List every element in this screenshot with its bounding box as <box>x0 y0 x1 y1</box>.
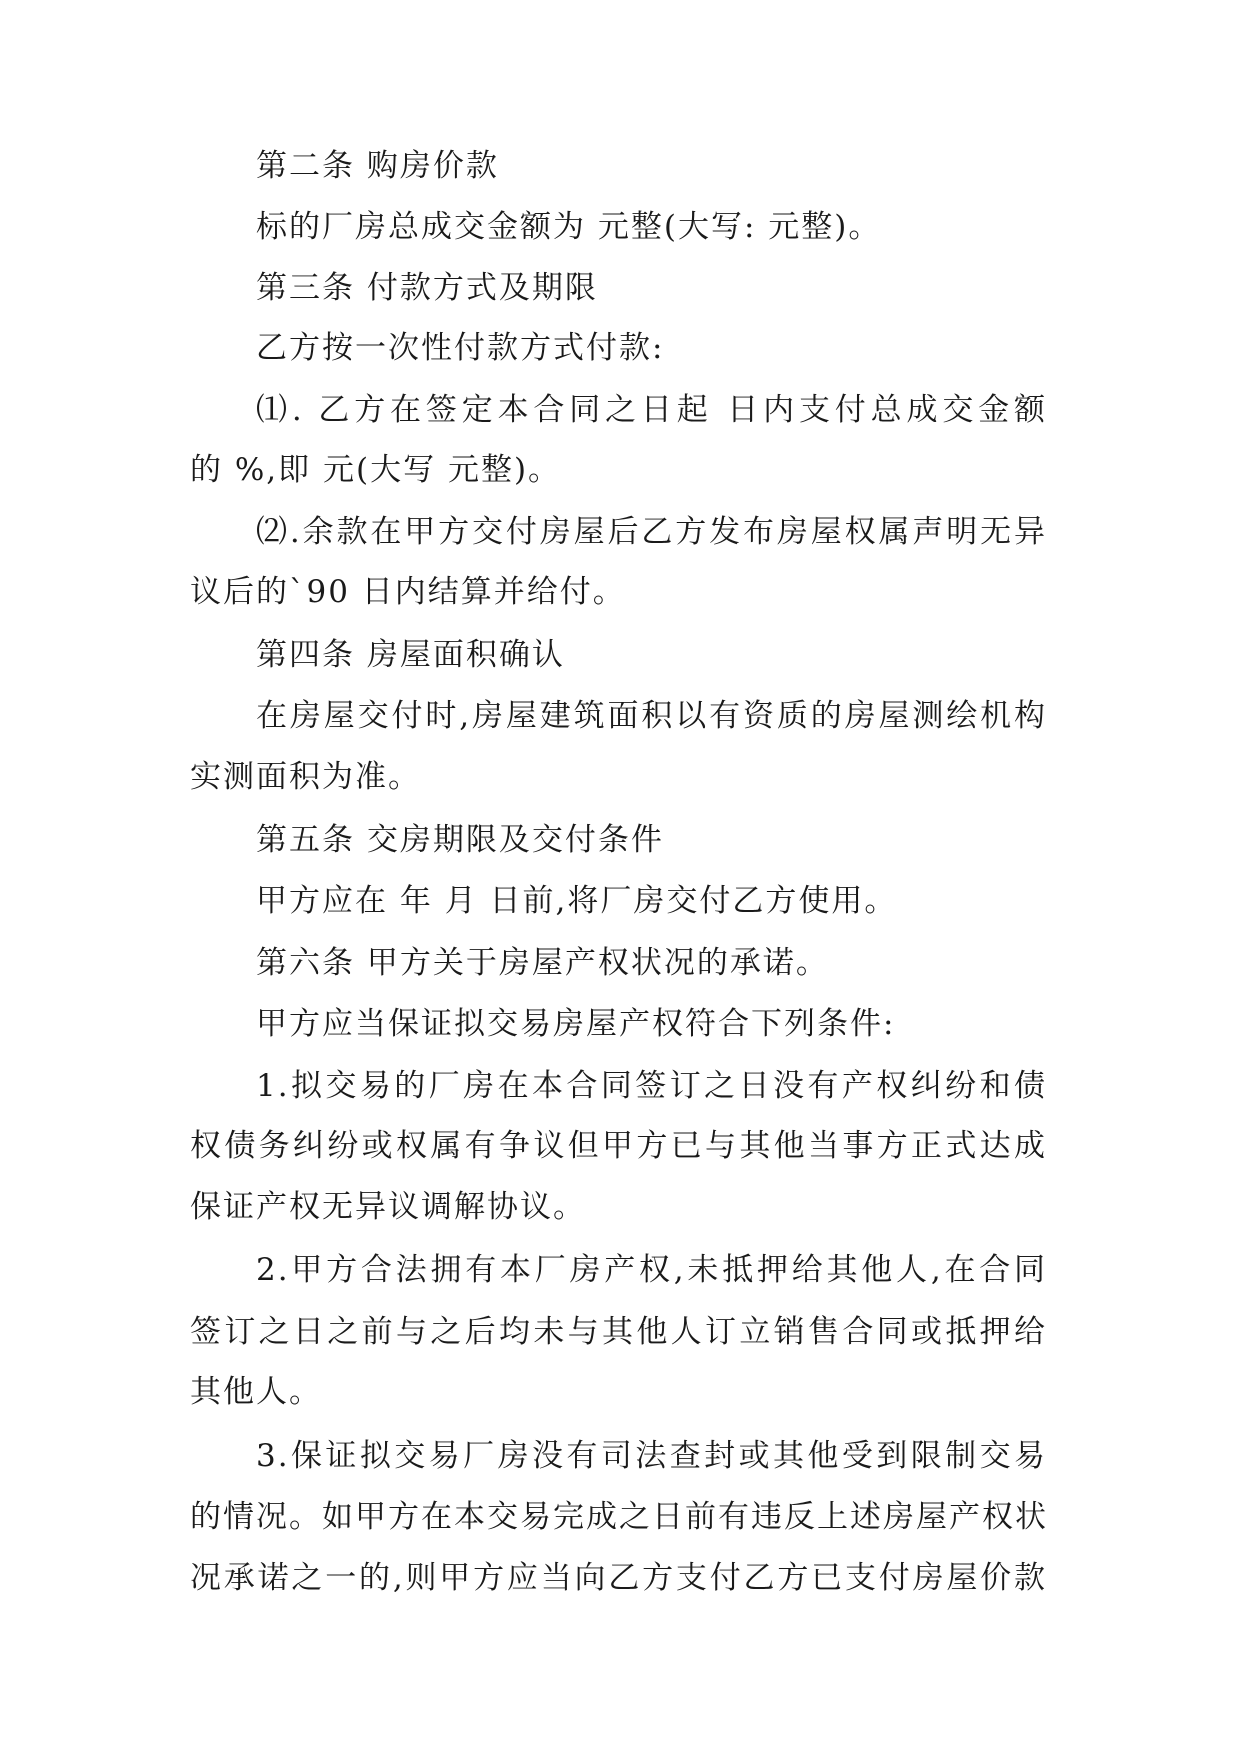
text-line: 第六条 甲方关于房屋产权状况的承诺。 <box>256 945 829 981</box>
text-line: 2.甲方合法拥有本厂房产权,未抵押给其他人,在合同 <box>256 1252 1047 1288</box>
text-line: 权债务纠纷或权属有争议但甲方已与其他当事方正式达成 <box>190 1128 1047 1164</box>
text-line: 议后的`90 日内结算并给付。 <box>190 574 626 610</box>
text-line: ⑵.余款在甲方交付房屋后乙方发布房屋权属声明无异 <box>256 514 1047 550</box>
text-line: 签订之日之前与之后均未与其他人订立销售合同或抵押给 <box>190 1314 1047 1350</box>
text-line: 的情况。如甲方在本交易完成之日前有违反上述房屋产权状 <box>190 1499 1048 1535</box>
text-line: 其他人。 <box>190 1374 322 1410</box>
text-line: 保证产权无异议调解协议。 <box>190 1189 586 1225</box>
text-line: ⑴. 乙方在签定本合同之日起 日内支付总成交金额 <box>256 392 1047 428</box>
text-line: 况承诺之一的,则甲方应当向乙方支付乙方已支付房屋价款 <box>190 1560 1047 1596</box>
text-line: 第二条 购房价款 <box>256 148 499 184</box>
text-line: 的 %,即 元(大写 元整)。 <box>190 452 562 488</box>
text-line: 第四条 房屋面积确认 <box>256 637 565 673</box>
text-line: 第五条 交房期限及交付条件 <box>256 822 664 858</box>
text-line: 甲方应在 年 月 日前,将厂房交付乙方使用。 <box>256 883 898 919</box>
text-line: 乙方按一次性付款方式付款: <box>256 330 665 366</box>
text-line: 1.拟交易的厂房在本合同签订之日没有产权纠纷和债 <box>256 1068 1047 1104</box>
text-line: 甲方应当保证拟交易房屋产权符合下列条件: <box>256 1006 896 1042</box>
text-line: 3.保证拟交易厂房没有司法查封或其他受到限制交易 <box>256 1438 1047 1474</box>
text-line: 第三条 付款方式及期限 <box>256 270 598 306</box>
text-line: 标的厂房总成交金额为 元整(大写: 元整)。 <box>256 209 882 245</box>
text-line: 在房屋交付时,房屋建筑面积以有资质的房屋测绘机构 <box>256 698 1047 734</box>
text-line: 实测面积为准。 <box>190 759 421 795</box>
